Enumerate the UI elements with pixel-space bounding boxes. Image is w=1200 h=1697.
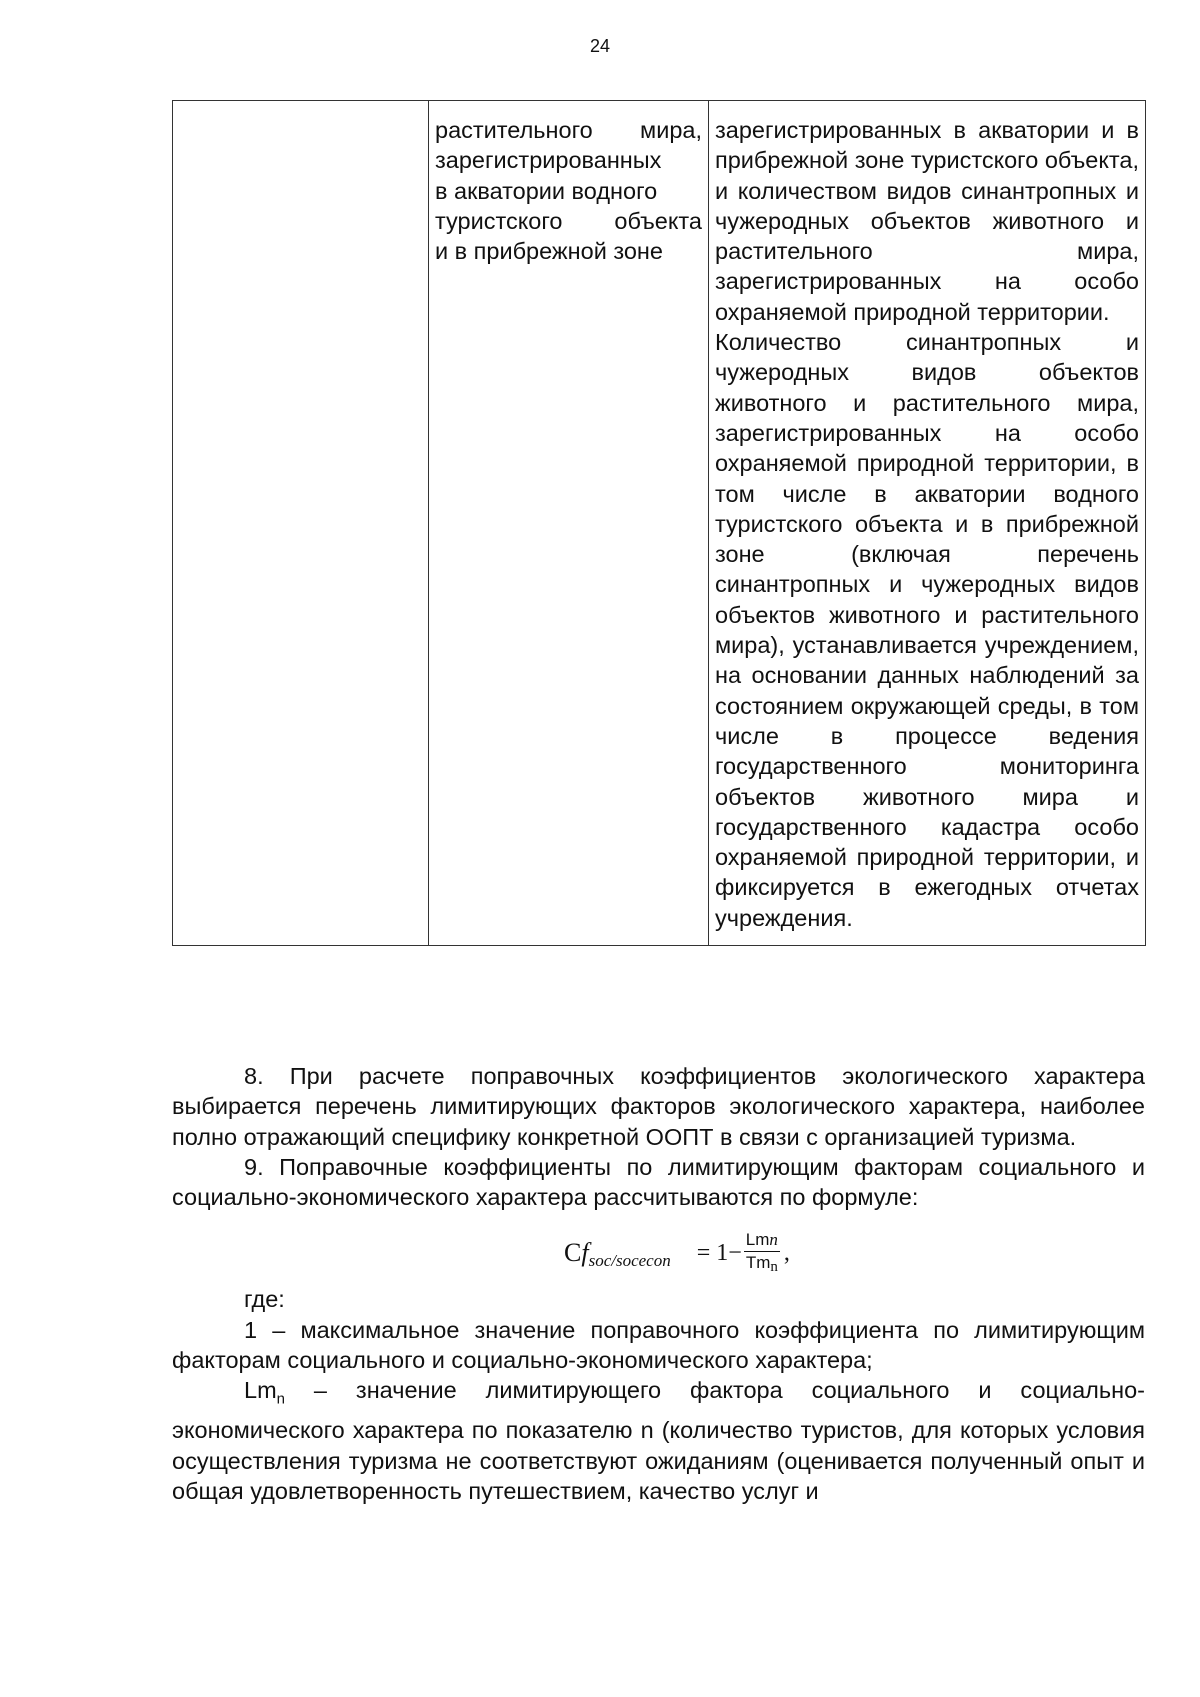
formula-denominator [746,1252,778,1278]
formula [172,1222,1145,1284]
cell-3-paragraph: зарегистрированных в акватории и в прибрежной зоне туристского объекта, и количеством видов синантропных и чужеродных объектов животного и растительного мира, зарегистрированных на особо охраняемой природной территории. [715,117,1139,325]
formula-c: C [564,1238,582,1268]
page-number: 24 [589,36,611,56]
denominator-text: Tm [745,1252,771,1272]
definition-2 [172,1375,1145,1506]
cell-2-line: в акватории водного [435,177,658,204]
where-label: где: [244,1286,285,1313]
formula-numerator [744,1229,780,1252]
cell-2-line: зарегистрированных [435,147,662,174]
cell-2-line: растительного мира, [435,117,702,143]
table-cell-2 [429,101,709,946]
formula-tail: , [783,1240,790,1267]
formula-f: f [581,1238,589,1268]
cell-2-line: туристского объекта [435,207,702,234]
table-cell-1 [173,101,429,946]
paragraph-8: 8. При расчете поправочных коэффициентов экологического характера выбирается перечень лимитирующих факторов экологического характера, наиболее полно отражающий специфику конкретной ООПТ в связи с организацией туризма. [172,1063,1145,1150]
body-text [172,1061,1145,1506]
definition-2-symbol: Lm [244,1377,277,1404]
table-row [173,101,1146,946]
table-cell-3 [709,101,1146,946]
formula-expression [564,1222,790,1284]
formula-subscript: soc/socecon [588,1251,671,1271]
cell-3-paragraph: Количество синантропных и чужеродных видов объектов животного и растительного мира, зарегистрированных на особо охраняемой природной территории, в том числе в акватории водного туристского объекта и в прибрежной зоне (включая перечень синантропных и чужеродных видов объектов животного и растительного мира), устанавливается учреждением, на основании данных наблюдений за состоянием окружающей среды, в том числе в процессе ведения государственного мониторинга объектов животного мира и государственного кадастра особо охраняемой природной территории, и фиксируется в ежегодных отчетах учреждения. [715,329,1139,931]
numerator-subscript: n [769,1229,778,1249]
definition-2-text: – значение лимитирующего фактора социального и социально-экономического характера по показателю n (количество туристов, для которых условия осуществления туризма не соответствуют ожиданиям (оценивается полученный опыт и общая удовлетворенность путешествием, качество услуг и [172,1377,1145,1504]
numerator-text: Lm [745,1229,770,1249]
cell-2-text [435,115,702,266]
formula-equals: = 1− [696,1240,742,1267]
denominator-subscript: n [770,1258,778,1275]
formula-fraction [744,1229,780,1278]
indicator-table [172,100,1146,946]
definition-1: 1 – максимальное значение поправочного коэффициента по лимитирующим факторам социального и социально-экономического характера; [172,1316,1145,1374]
definition-2-subscript: n [276,1391,285,1409]
paragraph-9: 9. Поправочные коэффициенты по лимитирующим факторам социального и социально-экономического характера рассчитываются по формуле: [172,1153,1145,1211]
cell-2-line: и в прибрежной зоне [435,238,663,265]
